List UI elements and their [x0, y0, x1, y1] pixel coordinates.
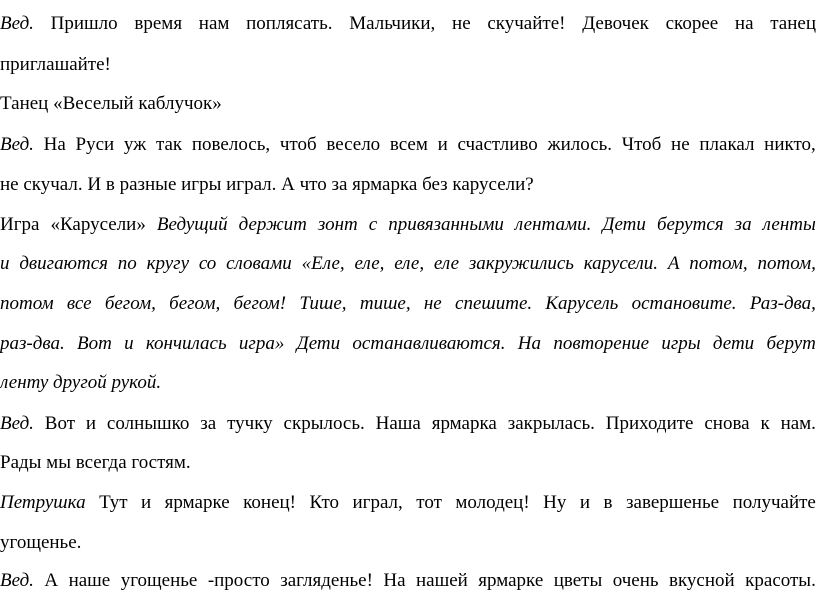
word: повелось, [191, 134, 271, 155]
word: молодец! [455, 492, 530, 513]
word: не [423, 293, 442, 314]
word: Раз-два, [749, 293, 816, 314]
word: все [66, 293, 92, 314]
word: скучайте! [487, 13, 566, 34]
word: тише, [359, 293, 411, 314]
word: скорее [665, 13, 719, 34]
word: игры [661, 333, 701, 354]
word: Девочек [582, 13, 649, 34]
word: не [452, 13, 471, 34]
word: тучку [227, 413, 273, 434]
word: Приходите [605, 413, 694, 434]
word: Тише, [299, 293, 347, 314]
word: Вот [77, 333, 112, 354]
text-line [0, 371, 816, 395]
word: -просто [207, 570, 270, 591]
word: берут [766, 333, 816, 354]
text-line [0, 332, 816, 356]
text-line [0, 491, 816, 515]
word: Мальчики, [349, 13, 436, 34]
word: Ведущий [156, 214, 228, 235]
word: Вед. [0, 413, 34, 434]
word: Вед. [0, 134, 34, 155]
word: ярмарке [478, 570, 544, 591]
word: цветы [553, 570, 603, 591]
word: играл, [352, 492, 403, 513]
word: солнышко [106, 413, 190, 434]
word: держит [238, 214, 307, 235]
word: словами [226, 253, 292, 274]
word: нам. [780, 413, 816, 434]
word: двигаются [19, 253, 108, 274]
word: получайте [732, 492, 816, 513]
word: раз-два. [0, 333, 65, 354]
word: потом [0, 293, 54, 314]
text-line [0, 252, 816, 276]
word: к [760, 413, 770, 434]
word: остановите. [631, 293, 737, 314]
word: угощенье [120, 570, 198, 591]
text-run: Танец «Веселый каблучок» [0, 93, 222, 114]
text-run: ленту другой рукой. [0, 372, 162, 393]
word: повторение [553, 333, 650, 354]
word: ярмарка [431, 413, 497, 434]
word: жилось. [547, 134, 613, 155]
text-line [0, 412, 816, 436]
word: очень [612, 570, 659, 591]
word: за [200, 413, 217, 434]
word: привязанными [388, 214, 504, 235]
word: На [43, 134, 66, 155]
word: Дети [602, 214, 646, 235]
word: Пришло [50, 13, 118, 34]
word: ярмарке [164, 492, 230, 513]
word: закрылась. [507, 413, 595, 434]
word: скрылось. [283, 413, 365, 434]
text-line [0, 213, 816, 237]
text-line [0, 133, 816, 157]
word: берутся [656, 214, 724, 235]
word: конец! [243, 492, 297, 513]
word: бегом, [169, 293, 221, 314]
word: нам [198, 13, 230, 34]
word: Кто [309, 492, 340, 513]
text-line [0, 12, 816, 36]
word: кругу [146, 253, 190, 274]
word: Тут [99, 492, 128, 513]
text-line [0, 451, 816, 475]
word: Вед. [0, 13, 34, 34]
word: Игра [0, 214, 40, 235]
word: тот [416, 492, 442, 513]
word: уж [123, 134, 147, 155]
word: и [0, 253, 10, 274]
word: со [198, 253, 217, 274]
word: «Еле, [301, 253, 345, 274]
word: Вот [44, 413, 76, 434]
word: зонт [317, 214, 358, 235]
word: вкусной [669, 570, 735, 591]
word: На [517, 333, 542, 354]
word: танец [770, 13, 816, 34]
text-run: Рады мы всегда гостям. [0, 452, 191, 473]
text-line [0, 569, 816, 593]
word: всем [389, 134, 428, 155]
word: потом, [689, 253, 748, 274]
word: Наша [375, 413, 421, 434]
word: дети [712, 333, 755, 354]
word: А [667, 253, 680, 274]
word: весело [326, 134, 381, 155]
word: в [603, 492, 613, 513]
word: останавливаются. [352, 333, 506, 354]
word: карусели. [583, 253, 659, 274]
word: и [141, 492, 152, 513]
word: Чтоб [621, 134, 662, 155]
word: плакал [699, 134, 755, 155]
word: закружились [468, 253, 574, 274]
word: и [124, 333, 134, 354]
word: за [734, 214, 752, 235]
word: и [579, 492, 591, 513]
word: по [117, 253, 137, 274]
text-run: приглашайте! [0, 54, 111, 75]
word: игра» [238, 333, 285, 354]
word: красоты. [745, 570, 816, 591]
word: наше [68, 570, 111, 591]
word: завершенье [626, 492, 720, 513]
text-line [0, 531, 816, 555]
text-run: не скучал. И в разные игры играл. А что за ярмарка без карусели? [0, 174, 534, 195]
word: А [44, 570, 59, 591]
word: Петрушка [0, 492, 86, 513]
word: поплясать. [246, 13, 333, 34]
word: время [134, 13, 183, 34]
text-line [0, 92, 816, 116]
word: с [368, 214, 378, 235]
text-line [0, 292, 816, 316]
word: Вед. [0, 570, 34, 591]
word: кончилась [145, 333, 227, 354]
word: Карусель [545, 293, 619, 314]
word: Руси [75, 134, 115, 155]
word: нашей [415, 570, 468, 591]
word: потом, [757, 253, 816, 274]
word: спешите. [455, 293, 533, 314]
word: лентами. [514, 214, 592, 235]
word: еле, [394, 253, 425, 274]
word: чтоб [279, 134, 317, 155]
word: На [383, 570, 406, 591]
word: еле [433, 253, 460, 274]
word: не [671, 134, 690, 155]
word: «Карусели» [50, 214, 146, 235]
word: и [437, 134, 448, 155]
word: так [155, 134, 183, 155]
word: и [85, 413, 97, 434]
word: ленты [762, 214, 816, 235]
word: загляденье! [280, 570, 373, 591]
word: счастливо [457, 134, 538, 155]
word: никто, [764, 134, 816, 155]
word: Ну [543, 492, 567, 513]
text-line [0, 173, 816, 197]
word: бегом, [104, 293, 156, 314]
word: снова [704, 413, 750, 434]
word: Дети [296, 333, 341, 354]
text-line [0, 53, 816, 77]
text-run: угощенье. [0, 532, 82, 553]
word: на [734, 13, 754, 34]
word: еле, [354, 253, 385, 274]
word: бегом! [233, 293, 287, 314]
